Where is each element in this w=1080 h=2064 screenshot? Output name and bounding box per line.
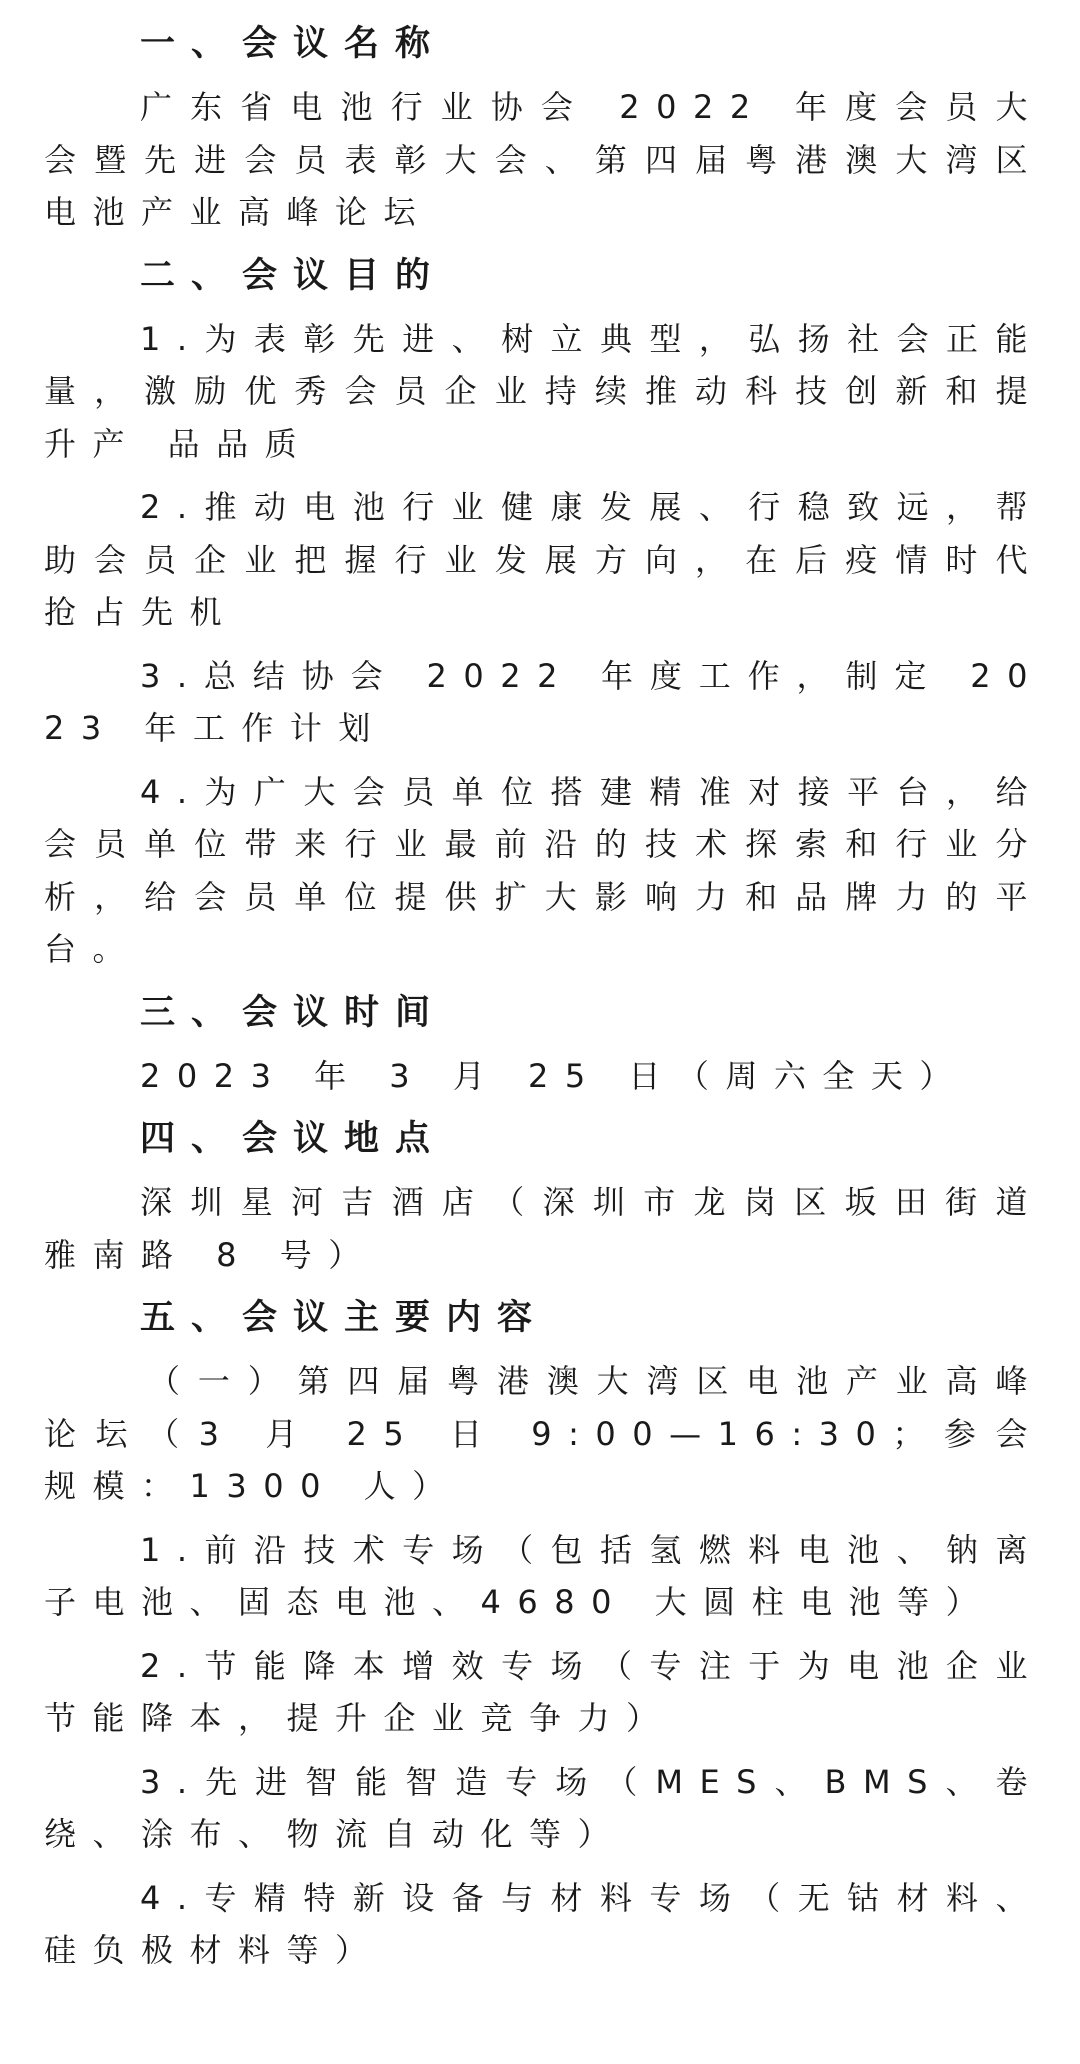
- purpose-item-1: 1.为表彰先进、树立典型，弘扬社会正能量，激励优秀会员企业持续推动科技创新和提升产 品品质: [44, 319, 1044, 463]
- meeting-time-text: 2023 年 3 月 25 日（周六全天）: [140, 1056, 968, 1095]
- forum-overview-text: （一）第四届粤港澳大湾区电池产业高峰论坛（3 月 25 日 9:00—16:30；参会规模：1300 人）: [44, 1362, 1044, 1505]
- forum-session-4: 4.专精特新设备与材料专场（无钴材料、硅负极材料等）: [44, 1878, 1044, 1969]
- purpose-item-3: 3.总结协会 2022 年度工作，制定 2023 年工作计划: [44, 656, 1044, 747]
- meeting-name-text: 广东省电池行业协会 2022 年度会员大会暨先进会员表彰大会、第四届粤港澳大湾区电池产业高峰论坛: [44, 88, 1044, 231]
- forum-session-2: 2.节能降本增效专场（专注于为电池企业节能降本，提升企业竞争力）: [44, 1646, 1044, 1737]
- section-heading-meeting-name: 一、会议名称: [140, 24, 447, 64]
- purpose-item-4: 4.为广大会员单位搭建精准对接平台，给会员单位带来行业最前沿的技术探索和行业分析，给会员单位提供扩大影响力和品牌力的平台。: [44, 772, 1044, 968]
- forum-session-3: 3.先进智能智造专场（MES、BMS、卷绕、涂布、物流自动化等）: [44, 1762, 1044, 1853]
- meeting-venue-text: 深圳星河吉酒店（深圳市龙岗区坂田街道雅南路 8 号）: [44, 1183, 1044, 1274]
- section-heading-meeting-time: 三、会议时间: [140, 992, 447, 1033]
- section-heading-meeting-purpose: 二、会议目的: [140, 255, 447, 296]
- forum-session-1: 1.前沿技术专场（包括氢燃料电池、钠离子电池、固态电池、4680 大圆柱电池等）: [44, 1530, 1044, 1621]
- section-heading-main-content: 五、会议主要内容: [140, 1298, 549, 1338]
- purpose-item-2: 2.推动电池行业健康发展、行稳致远，帮助会员企业把握行业发展方向，在后疫情时代抢占先机: [44, 488, 1044, 631]
- section-heading-meeting-venue: 四、会议地点: [140, 1119, 447, 1159]
- document-body: [44, 18, 1044, 1988]
